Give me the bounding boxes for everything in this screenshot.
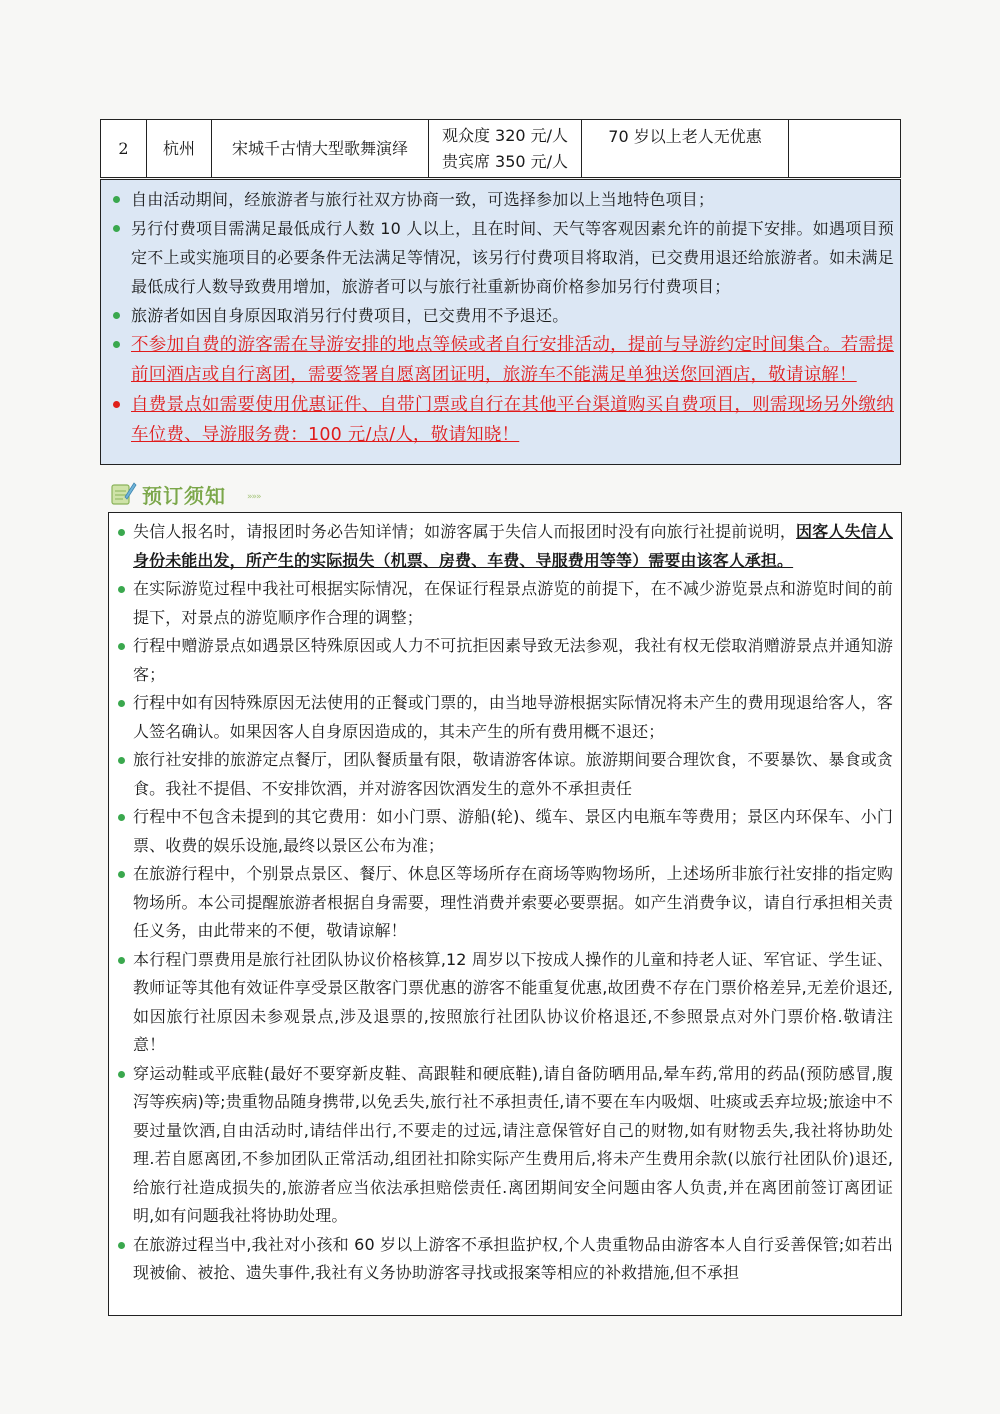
list-item bbox=[109, 803, 901, 860]
price-audience: 观众度 320 元/人 bbox=[441, 125, 569, 145]
list-item bbox=[109, 632, 901, 689]
list-item bbox=[109, 689, 901, 746]
booking-text: 穿运动鞋或平底鞋(最好不要穿新皮鞋、高跟鞋和硬底鞋),请自备防晒用品,晕车药,常用的药品(预防感冒,腹泻等疾病)等;贵重物品随身携带,以免丢失,旅行社不承担责任,请不要在车内吸烟、吐痰或丢弃垃圾;旅途中不要过量饮酒,自由活动时,请结伴出行,不要走的过远,请注意保管好自己的财物,如有财物丢失,我社将协助处理.若自愿离团,不参加团队正常活动,组团社扣除实际产生费用后,将未产生费用余款(以旅行社团队价)退还,给旅行社造成损失的,旅游者应当依法承担赔偿责任.离团期间安全问题由客人负责,并在离团前签订离团证明,如有问题我社将协助处理。 bbox=[133, 1063, 893, 1225]
bullet-icon bbox=[118, 957, 125, 964]
list-item bbox=[101, 214, 900, 301]
list-item bbox=[109, 575, 901, 632]
note-text: 旅游者如因自身原因取消另行付费项目，已交费用不予退还。 bbox=[131, 306, 569, 325]
extra-cell bbox=[789, 120, 901, 178]
list-item bbox=[109, 518, 901, 575]
section-title: 预订须知 bbox=[142, 484, 226, 508]
booking-bold-text: 因客人失信人身份未能出发，所产生的实际损失（机票、房费、车费、导服费用等等）需要由该客人承担。 bbox=[133, 522, 893, 570]
booking-text: 行程中赠游景点如遇景区特殊原因或人力不可抗拒因素导致无法参观，我社有权无偿取消赠游景点并通知游客； bbox=[133, 636, 893, 684]
booking-text: 在旅游行程中，个别景点景区、餐厅、休息区等场所存在商场等购物场所，上述场所非旅行社安排的指定购物场所。本公司提醒旅游者根据自身需要，理性消费并索要必要票据。如产生消费争议，请自行承担相关责任义务，由此带来的不便，敬请谅解！ bbox=[133, 864, 893, 940]
bullet-icon bbox=[118, 529, 125, 536]
list-item-warning bbox=[101, 390, 900, 450]
show-name-cell: 宋城千古情大型歌舞演绎 bbox=[212, 120, 429, 178]
booking-text: 行程中不包含未提到的其它费用：如小门票、游船(轮)、缆车、景区内电瓶车等费用；景区内环保车、小门票、收费的娱乐设施,最终以景区公布为准； bbox=[133, 807, 893, 855]
list-item bbox=[109, 946, 901, 1060]
bullet-icon bbox=[118, 1242, 125, 1249]
booking-text: 行程中如有因特殊原因无法使用的正餐或门票的，由当地导游根据实际情况将未产生的费用现退给客人，客人签名确认。如果因客人自身原因造成的，其未产生的所有费用概不退还； bbox=[133, 693, 893, 741]
list-item bbox=[101, 301, 900, 330]
booking-notice-box bbox=[108, 512, 902, 1316]
bullet-icon bbox=[118, 757, 125, 764]
notes-list bbox=[101, 180, 900, 450]
bullet-icon bbox=[113, 401, 120, 408]
table-row bbox=[101, 120, 901, 178]
booking-text: 旅行社安排的旅游定点餐厅，团队餐质量有限，敬请游客体谅。旅游期间要合理饮食，不要暴饮、暴食或贪食。我社不提倡、不安排饮酒，并对游客因饮酒发生的意外不承担责任 bbox=[133, 750, 893, 798]
arrows-icon: »»» bbox=[247, 492, 261, 502]
discount-note-cell: 70 岁以上老人无优惠 bbox=[582, 120, 789, 178]
booking-text: 本行程门票费用是旅行社团队协议价格核算,12 周岁以下按成人操作的儿童和持老人证、军官证、学生证、教师证等其他有效证件享受景区散客门票优惠的游客不能重复优惠,故团费不存在门票价格差异,无差价退还,如因旅行社原因未参观景点,涉及退票的,按照旅行社团队协议价格退还,不参照景点对外门票价格.敬请注意！ bbox=[133, 949, 893, 1054]
bullet-icon bbox=[118, 586, 125, 593]
list-item bbox=[109, 1060, 901, 1231]
bullet-icon bbox=[113, 312, 120, 319]
note-text: 自由活动期间，经旅游者与旅行社双方协商一致，可选择参加以上当地特色项目； bbox=[131, 190, 715, 209]
booking-text: 失信人报名时，请报团时务必告知详情；如游客属于失信人而报团时没有向旅行社提前说明， bbox=[133, 522, 797, 541]
bullet-icon bbox=[118, 643, 125, 650]
bullet-icon bbox=[118, 1071, 125, 1078]
list-item bbox=[109, 746, 901, 803]
list-item bbox=[101, 185, 900, 214]
bullet-icon bbox=[113, 225, 120, 232]
note-pencil-icon bbox=[108, 478, 138, 508]
row-number: 2 bbox=[101, 120, 147, 178]
bullet-icon bbox=[113, 196, 120, 203]
bullet-icon bbox=[113, 341, 120, 348]
city-cell: 杭州 bbox=[147, 120, 212, 178]
project-table bbox=[100, 119, 901, 178]
price-cell bbox=[429, 120, 582, 178]
list-item bbox=[109, 1231, 901, 1288]
warning-text: 自费景点如需要使用优惠证件、自带门票或自行在其他平台渠道购买自费项目，则需现场另外缴纳车位费、导游服务费：100 元/点/人，敬请知晓！ bbox=[131, 395, 894, 445]
booking-list bbox=[109, 513, 901, 1288]
booking-text: 在旅游过程当中,我社对小孩和 60 岁以上游客不承担监护权,个人贵重物品由游客本人自行妥善保管;如若出现被偷、被抢、遗失事件,我社有义务协助游客寻找或报案等相应的补救措施,但不承担 bbox=[133, 1234, 893, 1282]
bullet-icon bbox=[118, 871, 125, 878]
booking-text: 在实际游览过程中我社可根据实际情况，在保证行程景点游览的前提下，在不减少游览景点和游览时间的前提下，对景点的游览顺序作合理的调整； bbox=[133, 579, 893, 627]
price-vip: 贵宾席 350 元/人 bbox=[441, 151, 569, 171]
note-text: 另行付费项目需满足最低成行人数 10 人以上，且在时间、天气等客观因素允许的前提下安排。如遇项目预定不上或实施项目的必要条件无法满足等情况，该另行付费项目将取消，已交费用退还给旅游者。如未满足最低成行人数导致费用增加，旅游者可以与旅行社重新协商价格参加另行付费项目； bbox=[131, 219, 894, 296]
section-header bbox=[108, 478, 408, 512]
bullet-icon bbox=[118, 814, 125, 821]
warning-text: 不参加自费的游客需在导游安排的地点等候或者自行安排活动，提前与导游约定时间集合。若需提前回酒店或自行离团，需要签署自愿离团证明，旅游车不能满足单独送您回酒店，敬请谅解！ bbox=[131, 335, 894, 385]
list-item-warning bbox=[101, 330, 900, 390]
bullet-icon bbox=[118, 700, 125, 707]
list-item bbox=[109, 860, 901, 946]
notes-box bbox=[100, 179, 901, 465]
